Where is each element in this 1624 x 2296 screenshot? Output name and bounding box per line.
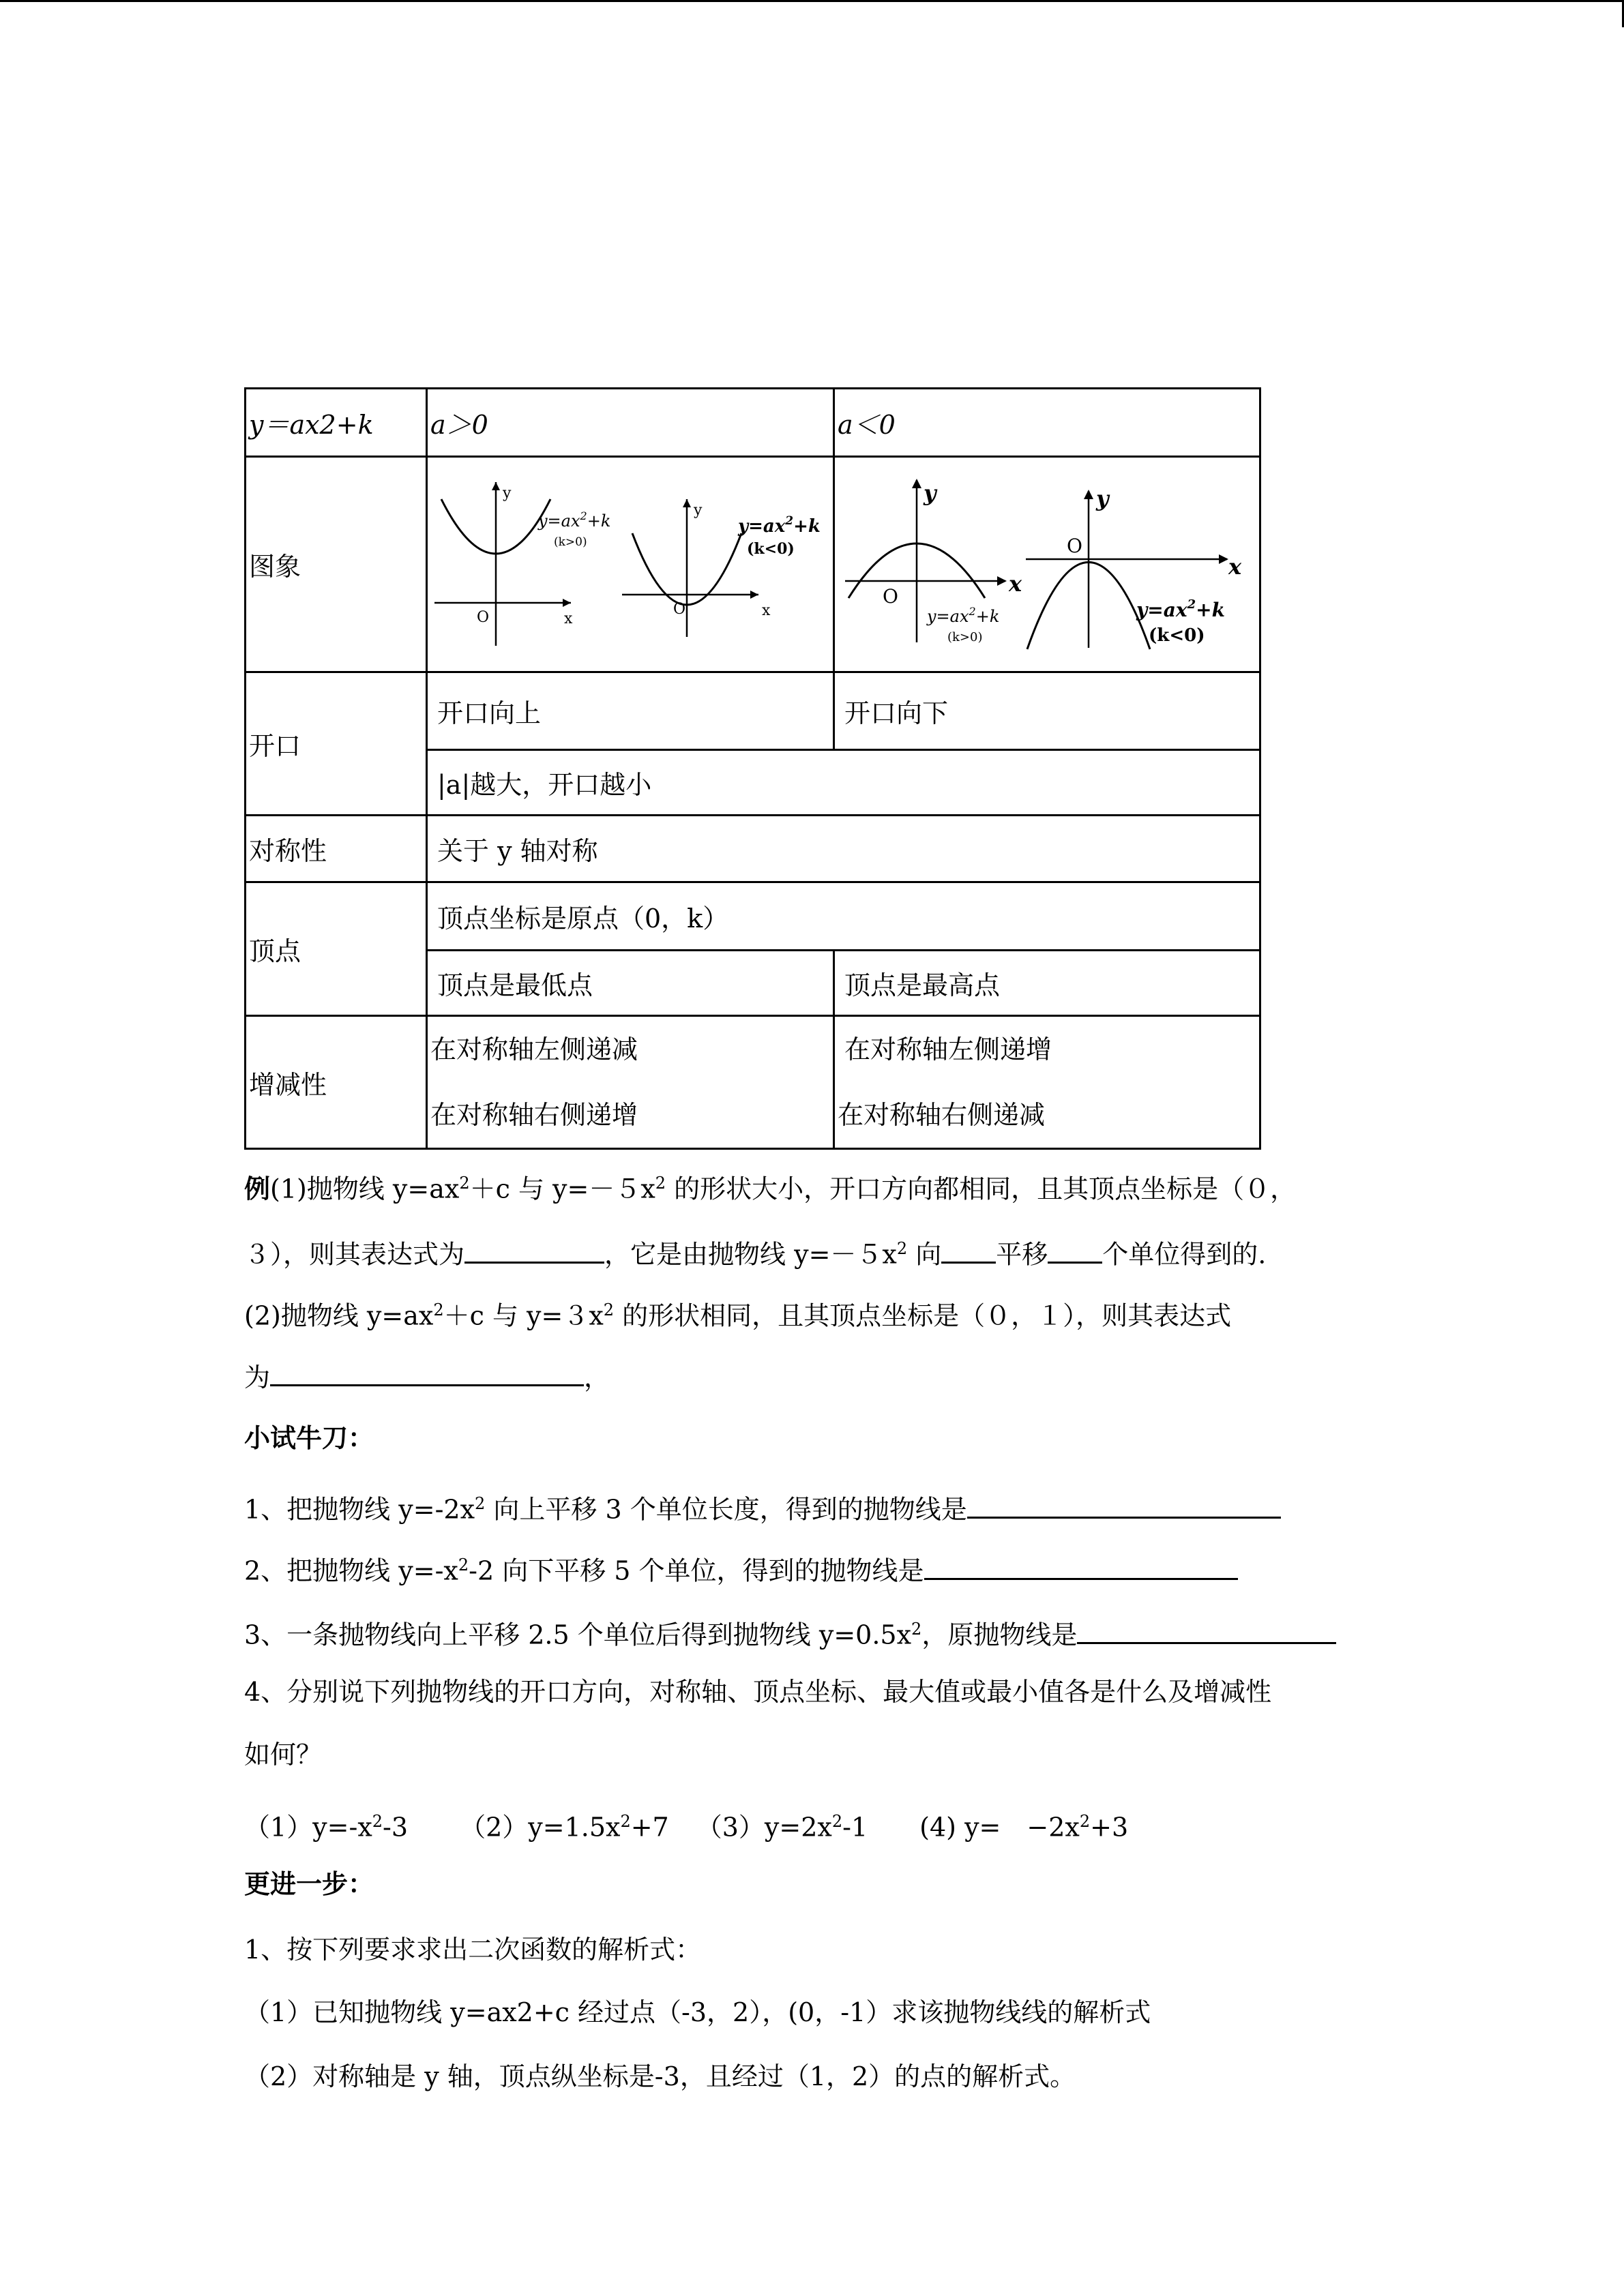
opening-note: |a|越大，开口越小 <box>427 750 1260 816</box>
example-1-line-1: 例(1)抛物线 $y=ax^2+c$ 与 $y=-5x^2$ 的形状大小，开口方向都相同，且其顶点坐标是（０， <box>244 1173 1297 1204</box>
graph3-origin-label: O <box>883 584 898 608</box>
direction-blank[interactable] <box>941 1236 996 1264</box>
advanced-q1-2: （2）对称轴是 y 轴，顶点纵坐标是-3，且经过（1，2）的点的解析式。 <box>244 2061 1076 2091</box>
top-border-line <box>0 0 1624 2</box>
graph1-y-label: y <box>503 484 512 502</box>
header-a-negative: a＜0 <box>834 389 1260 457</box>
graph4-y-label: y <box>1096 485 1109 511</box>
graph3-equation: $y=ax^2+k$ <box>927 604 1000 626</box>
graph4-origin-label: O <box>1067 534 1082 557</box>
answer-blank[interactable] <box>924 1552 1238 1580</box>
answer-blank[interactable] <box>967 1491 1281 1519</box>
table-row-graph <box>246 457 1260 672</box>
vertex-highest: 顶点是最高点 <box>834 951 1260 1016</box>
graph1-x-label: x <box>564 610 573 627</box>
row-label-graph: 图象 <box>246 457 427 672</box>
graph2-x-label: x <box>762 601 771 619</box>
practice-q2: 2、把抛物线 $y=-x^2-2$ 向下平移 5 个单位，得到的抛物线是 <box>244 1548 1238 1588</box>
graph1-equation: $y=ax^2+k$ <box>538 509 611 531</box>
symmetry-value: 关于 y 轴对称 <box>427 816 1260 882</box>
table-row-opening <box>246 672 1260 750</box>
practice-q3: 3、一条抛物线向上平移 2.5 个单位后得到抛物线 $y=0.5x^2$，原抛物线是 <box>244 1612 1336 1652</box>
properties-table <box>244 387 1261 1150</box>
answer-blank[interactable] <box>1077 1616 1336 1644</box>
graph4-condition: (k<0) <box>1149 625 1205 646</box>
table-row-vertex-coords <box>246 882 1260 951</box>
monotonic-a-positive <box>427 1016 834 1149</box>
monotonic-pos-right: 在对称轴右侧递增 <box>430 1100 638 1130</box>
row-label-vertex: 顶点 <box>246 882 427 1016</box>
graph4-equation: $y=ax^2+k$ <box>1136 597 1225 621</box>
example-2-line-1: (2)抛物线 $y=ax^2+c$ 与 $y=3x^2$ 的形状相同，且其顶点坐标是（０，１），则其表达式 <box>244 1300 1232 1331</box>
practice-heading: 小试牛刀： <box>244 1422 374 1453</box>
graph3-condition: (k>0) <box>947 629 983 644</box>
advanced-q1-1: （1）已知抛物线 y=ax2+c 经过点（-3，2），(0，-1）求该抛物线线的解析式 <box>244 1997 1151 2027</box>
graph1-origin-label: O <box>477 608 490 626</box>
example-1-line-2: ３），则其表达式为 ，它是由抛物线 $y=-5x^2$ 向 平移 个单位得到的. <box>244 1232 1266 1272</box>
graph3-x-label: x <box>1009 570 1022 597</box>
practice-q1: 1、把抛物线 $y=-2x^2$ 向上平移 3 个单位长度，得到的抛物线是 <box>244 1487 1281 1527</box>
graph4-x-label: x <box>1228 553 1242 580</box>
graph2-origin-label: O <box>673 600 686 618</box>
row-label-monotonic: 增减性 <box>246 1016 427 1149</box>
row-label-symmetry: 对称性 <box>246 816 427 882</box>
example-label: 例 <box>244 1173 271 1204</box>
opening-downward: 开口向下 <box>834 672 1260 750</box>
vertex-lowest: 顶点是最低点 <box>427 951 834 1016</box>
practice-q4-line-2: 如何？ <box>244 1740 323 1770</box>
header-a-positive: a＞0 <box>427 389 834 457</box>
parabola-graphs-downward <box>835 458 1259 671</box>
row-label-opening: 开口 <box>246 672 427 816</box>
advanced-heading: 更进一步： <box>244 1868 374 1899</box>
table-row-symmetry <box>246 816 1260 882</box>
graphs-a-positive <box>427 457 834 672</box>
answer-blank[interactable] <box>464 1236 604 1264</box>
table-header-row <box>246 389 1260 457</box>
parabola-graphs-upward <box>428 458 833 671</box>
monotonic-pos-left: 在对称轴左侧递减 <box>430 1034 638 1064</box>
graph2-condition: (k<0) <box>747 539 795 558</box>
advanced-q1: 1、按下列要求求出二次函数的解析式： <box>244 1935 702 1965</box>
example-2-line-2: 为 ， <box>244 1358 610 1395</box>
header-function: y＝ax2+k <box>246 389 427 457</box>
practice-q4-functions: $(1)y=-x^2-3$ $(2)y=1.5x^2+7$ $(3)y=2x^2-1$ (4) y= $-2x^2+3$ <box>244 1812 1129 1843</box>
practice-q4-line-1: 4、分别说下列抛物线的开口方向，对称轴、顶点坐标、最大值或最小值各是什么及增减性 <box>244 1677 1272 1707</box>
monotonic-neg-right: 在对称轴右侧递减 <box>838 1100 1046 1130</box>
table-row-monotonic <box>246 1016 1260 1149</box>
opening-upward: 开口向上 <box>427 672 834 750</box>
units-blank[interactable] <box>1048 1236 1102 1264</box>
graph2-y-label: y <box>694 501 703 519</box>
graph2-equation: $y=ax^2+k$ <box>738 513 821 537</box>
vertex-coords: 顶点坐标是原点（0，k） <box>427 882 1260 951</box>
graphs-a-negative <box>834 457 1260 672</box>
graph3-y-label: y <box>924 479 936 506</box>
graph1-condition: (k>0) <box>554 535 587 549</box>
answer-blank[interactable] <box>270 1358 584 1386</box>
monotonic-a-negative <box>834 1016 1260 1149</box>
monotonic-neg-left: 在对称轴左侧递增 <box>844 1034 1052 1064</box>
